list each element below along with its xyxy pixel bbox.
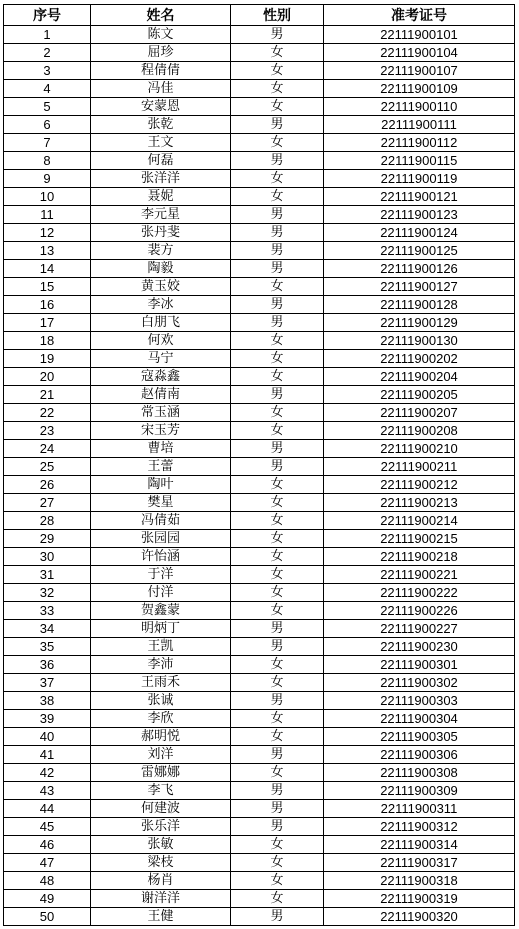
- cell-seq-no: 1: [4, 26, 91, 44]
- table-row: [4, 116, 515, 134]
- table-row: [4, 260, 515, 278]
- table-row: [4, 836, 515, 854]
- cell-seq-no: 49: [4, 890, 91, 908]
- cell-gender: 男: [231, 260, 324, 278]
- cell-seq-no: 10: [4, 188, 91, 206]
- cell-exam-ticket-no: 22111900129: [324, 314, 515, 332]
- cell-gender: 女: [231, 548, 324, 566]
- cell-seq-no: 37: [4, 674, 91, 692]
- cell-seq-no: 26: [4, 476, 91, 494]
- table-row: [4, 188, 515, 206]
- cell-seq-no: 48: [4, 872, 91, 890]
- table-row: [4, 620, 515, 638]
- cell-name: 张乾: [91, 116, 231, 134]
- cell-exam-ticket-no: 22111900112: [324, 134, 515, 152]
- table-row: [4, 764, 515, 782]
- cell-seq-no: 35: [4, 638, 91, 656]
- cell-gender: 女: [231, 98, 324, 116]
- cell-exam-ticket-no: 22111900314: [324, 836, 515, 854]
- table-row: [4, 692, 515, 710]
- cell-seq-no: 27: [4, 494, 91, 512]
- cell-exam-ticket-no: 22111900320: [324, 908, 515, 926]
- cell-name: 程倩倩: [91, 62, 231, 80]
- cell-exam-ticket-no: 22111900109: [324, 80, 515, 98]
- cell-name: 赵倩南: [91, 386, 231, 404]
- cell-gender: 女: [231, 476, 324, 494]
- cell-exam-ticket-no: 22111900213: [324, 494, 515, 512]
- table-row: [4, 728, 515, 746]
- cell-name: 李冰: [91, 296, 231, 314]
- cell-name: 马宁: [91, 350, 231, 368]
- header-gender: 性别: [231, 5, 324, 26]
- cell-seq-no: 5: [4, 98, 91, 116]
- cell-exam-ticket-no: 22111900104: [324, 44, 515, 62]
- cell-seq-no: 33: [4, 602, 91, 620]
- cell-exam-ticket-no: 22111900205: [324, 386, 515, 404]
- table-row: [4, 80, 515, 98]
- cell-exam-ticket-no: 22111900230: [324, 638, 515, 656]
- cell-gender: 男: [231, 296, 324, 314]
- cell-name: 王雨禾: [91, 674, 231, 692]
- cell-gender: 女: [231, 764, 324, 782]
- cell-seq-no: 19: [4, 350, 91, 368]
- cell-exam-ticket-no: 22111900215: [324, 530, 515, 548]
- table-row: [4, 584, 515, 602]
- cell-name: 黄玉姣: [91, 278, 231, 296]
- cell-name: 陈文: [91, 26, 231, 44]
- cell-seq-no: 28: [4, 512, 91, 530]
- cell-name: 宋玉芳: [91, 422, 231, 440]
- cell-name: 郝明悦: [91, 728, 231, 746]
- cell-exam-ticket-no: 22111900212: [324, 476, 515, 494]
- cell-seq-no: 40: [4, 728, 91, 746]
- table-row: [4, 134, 515, 152]
- cell-exam-ticket-no: 22111900222: [324, 584, 515, 602]
- cell-seq-no: 23: [4, 422, 91, 440]
- cell-name: 张园园: [91, 530, 231, 548]
- cell-exam-ticket-no: 22111900123: [324, 206, 515, 224]
- cell-seq-no: 3: [4, 62, 91, 80]
- cell-gender: 女: [231, 566, 324, 584]
- cell-gender: 女: [231, 170, 324, 188]
- table-row: [4, 44, 515, 62]
- cell-exam-ticket-no: 22111900309: [324, 782, 515, 800]
- cell-gender: 男: [231, 782, 324, 800]
- cell-gender: 女: [231, 530, 324, 548]
- cell-name: 李飞: [91, 782, 231, 800]
- table-row: [4, 800, 515, 818]
- cell-name: 张诚: [91, 692, 231, 710]
- cell-exam-ticket-no: 22111900110: [324, 98, 515, 116]
- table-row: [4, 368, 515, 386]
- exam-roster-table: [3, 4, 515, 926]
- cell-exam-ticket-no: 22111900210: [324, 440, 515, 458]
- cell-name: 雷娜娜: [91, 764, 231, 782]
- roster-body: [4, 26, 515, 926]
- cell-name: 王文: [91, 134, 231, 152]
- header-exam-ticket-no: 准考证号: [324, 5, 515, 26]
- cell-exam-ticket-no: 22111900119: [324, 170, 515, 188]
- cell-seq-no: 32: [4, 584, 91, 602]
- cell-name: 明炳丁: [91, 620, 231, 638]
- cell-seq-no: 47: [4, 854, 91, 872]
- table-row: [4, 674, 515, 692]
- cell-exam-ticket-no: 22111900208: [324, 422, 515, 440]
- cell-name: 寇淼鑫: [91, 368, 231, 386]
- cell-gender: 男: [231, 242, 324, 260]
- table-row: [4, 224, 515, 242]
- cell-gender: 女: [231, 872, 324, 890]
- cell-exam-ticket-no: 22111900107: [324, 62, 515, 80]
- cell-seq-no: 22: [4, 404, 91, 422]
- table-row: [4, 170, 515, 188]
- cell-seq-no: 9: [4, 170, 91, 188]
- cell-seq-no: 44: [4, 800, 91, 818]
- cell-seq-no: 2: [4, 44, 91, 62]
- cell-gender: 女: [231, 494, 324, 512]
- cell-gender: 女: [231, 62, 324, 80]
- table-row: [4, 242, 515, 260]
- table-row: [4, 656, 515, 674]
- cell-gender: 男: [231, 224, 324, 242]
- cell-seq-no: 38: [4, 692, 91, 710]
- cell-exam-ticket-no: 22111900311: [324, 800, 515, 818]
- table-row: [4, 530, 515, 548]
- cell-exam-ticket-no: 22111900130: [324, 332, 515, 350]
- cell-seq-no: 15: [4, 278, 91, 296]
- cell-gender: 男: [231, 908, 324, 926]
- table-row: [4, 98, 515, 116]
- header-row: [4, 5, 515, 26]
- cell-seq-no: 45: [4, 818, 91, 836]
- cell-gender: 男: [231, 116, 324, 134]
- cell-name: 张洋洋: [91, 170, 231, 188]
- header-seq-no: 序号: [4, 5, 91, 26]
- cell-seq-no: 8: [4, 152, 91, 170]
- cell-gender: 女: [231, 350, 324, 368]
- cell-gender: 男: [231, 206, 324, 224]
- cell-gender: 女: [231, 854, 324, 872]
- cell-gender: 男: [231, 746, 324, 764]
- cell-gender: 男: [231, 818, 324, 836]
- cell-gender: 女: [231, 368, 324, 386]
- cell-gender: 女: [231, 602, 324, 620]
- cell-name: 陶叶: [91, 476, 231, 494]
- cell-name: 樊星: [91, 494, 231, 512]
- cell-gender: 女: [231, 404, 324, 422]
- table-row: [4, 512, 515, 530]
- cell-seq-no: 31: [4, 566, 91, 584]
- cell-name: 梁枝: [91, 854, 231, 872]
- cell-exam-ticket-no: 22111900318: [324, 872, 515, 890]
- cell-gender: 女: [231, 278, 324, 296]
- cell-exam-ticket-no: 22111900221: [324, 566, 515, 584]
- cell-name: 曹培: [91, 440, 231, 458]
- cell-seq-no: 43: [4, 782, 91, 800]
- cell-gender: 男: [231, 638, 324, 656]
- cell-seq-no: 20: [4, 368, 91, 386]
- table-row: [4, 854, 515, 872]
- table-row: [4, 458, 515, 476]
- cell-seq-no: 24: [4, 440, 91, 458]
- cell-gender: 男: [231, 26, 324, 44]
- table-row: [4, 782, 515, 800]
- table-row: [4, 494, 515, 512]
- cell-seq-no: 25: [4, 458, 91, 476]
- cell-gender: 女: [231, 512, 324, 530]
- cell-name: 何欢: [91, 332, 231, 350]
- cell-exam-ticket-no: 22111900204: [324, 368, 515, 386]
- table-row: [4, 710, 515, 728]
- cell-seq-no: 13: [4, 242, 91, 260]
- table-row: [4, 152, 515, 170]
- cell-exam-ticket-no: 22111900101: [324, 26, 515, 44]
- cell-name: 常玉涵: [91, 404, 231, 422]
- cell-seq-no: 21: [4, 386, 91, 404]
- cell-seq-no: 30: [4, 548, 91, 566]
- cell-gender: 女: [231, 332, 324, 350]
- cell-name: 陶毅: [91, 260, 231, 278]
- cell-exam-ticket-no: 22111900121: [324, 188, 515, 206]
- table-row: [4, 206, 515, 224]
- cell-seq-no: 6: [4, 116, 91, 134]
- cell-seq-no: 17: [4, 314, 91, 332]
- cell-seq-no: 46: [4, 836, 91, 854]
- cell-exam-ticket-no: 22111900211: [324, 458, 515, 476]
- cell-name: 李欣: [91, 710, 231, 728]
- cell-seq-no: 7: [4, 134, 91, 152]
- cell-seq-no: 42: [4, 764, 91, 782]
- table-row: [4, 872, 515, 890]
- cell-gender: 男: [231, 692, 324, 710]
- cell-seq-no: 41: [4, 746, 91, 764]
- cell-gender: 女: [231, 584, 324, 602]
- cell-name: 李沛: [91, 656, 231, 674]
- cell-seq-no: 29: [4, 530, 91, 548]
- cell-exam-ticket-no: 22111900304: [324, 710, 515, 728]
- cell-seq-no: 18: [4, 332, 91, 350]
- cell-exam-ticket-no: 22111900302: [324, 674, 515, 692]
- table-row: [4, 818, 515, 836]
- cell-gender: 女: [231, 890, 324, 908]
- table-row: [4, 440, 515, 458]
- cell-seq-no: 34: [4, 620, 91, 638]
- cell-name: 白朋飞: [91, 314, 231, 332]
- table-row: [4, 602, 515, 620]
- cell-exam-ticket-no: 22111900111: [324, 116, 515, 134]
- cell-exam-ticket-no: 22111900303: [324, 692, 515, 710]
- cell-gender: 女: [231, 134, 324, 152]
- table-row: [4, 314, 515, 332]
- cell-name: 王健: [91, 908, 231, 926]
- cell-gender: 女: [231, 44, 324, 62]
- cell-name: 付洋: [91, 584, 231, 602]
- cell-name: 张丹斐: [91, 224, 231, 242]
- cell-seq-no: 11: [4, 206, 91, 224]
- cell-exam-ticket-no: 22111900308: [324, 764, 515, 782]
- cell-name: 刘洋: [91, 746, 231, 764]
- cell-gender: 女: [231, 656, 324, 674]
- cell-exam-ticket-no: 22111900125: [324, 242, 515, 260]
- cell-exam-ticket-no: 22111900319: [324, 890, 515, 908]
- cell-name: 何建波: [91, 800, 231, 818]
- table-row: [4, 386, 515, 404]
- cell-exam-ticket-no: 22111900202: [324, 350, 515, 368]
- cell-exam-ticket-no: 22111900115: [324, 152, 515, 170]
- cell-name: 贺鑫蒙: [91, 602, 231, 620]
- table-row: [4, 422, 515, 440]
- cell-seq-no: 4: [4, 80, 91, 98]
- table-row: [4, 476, 515, 494]
- table-row: [4, 296, 515, 314]
- exam-roster-sheet: [3, 4, 515, 926]
- cell-gender: 男: [231, 440, 324, 458]
- cell-exam-ticket-no: 22111900305: [324, 728, 515, 746]
- cell-exam-ticket-no: 22111900127: [324, 278, 515, 296]
- cell-exam-ticket-no: 22111900317: [324, 854, 515, 872]
- cell-gender: 男: [231, 152, 324, 170]
- cell-name: 王蕾: [91, 458, 231, 476]
- cell-seq-no: 12: [4, 224, 91, 242]
- header-name: 姓名: [91, 5, 231, 26]
- cell-exam-ticket-no: 22111900128: [324, 296, 515, 314]
- cell-name: 裴方: [91, 242, 231, 260]
- cell-name: 张乐洋: [91, 818, 231, 836]
- cell-name: 杨肖: [91, 872, 231, 890]
- cell-gender: 女: [231, 836, 324, 854]
- table-row: [4, 62, 515, 80]
- cell-name: 于洋: [91, 566, 231, 584]
- cell-name: 冯佳: [91, 80, 231, 98]
- cell-name: 何磊: [91, 152, 231, 170]
- cell-gender: 女: [231, 422, 324, 440]
- cell-exam-ticket-no: 22111900218: [324, 548, 515, 566]
- cell-gender: 男: [231, 458, 324, 476]
- table-row: [4, 638, 515, 656]
- cell-gender: 男: [231, 386, 324, 404]
- cell-gender: 女: [231, 674, 324, 692]
- table-row: [4, 566, 515, 584]
- cell-seq-no: 39: [4, 710, 91, 728]
- table-row: [4, 350, 515, 368]
- table-row: [4, 548, 515, 566]
- cell-gender: 男: [231, 620, 324, 638]
- cell-exam-ticket-no: 22111900126: [324, 260, 515, 278]
- cell-gender: 女: [231, 80, 324, 98]
- cell-exam-ticket-no: 22111900214: [324, 512, 515, 530]
- cell-seq-no: 50: [4, 908, 91, 926]
- cell-exam-ticket-no: 22111900306: [324, 746, 515, 764]
- cell-gender: 女: [231, 710, 324, 728]
- cell-exam-ticket-no: 22111900226: [324, 602, 515, 620]
- cell-gender: 男: [231, 800, 324, 818]
- cell-name: 屈珍: [91, 44, 231, 62]
- table-row: [4, 908, 515, 926]
- cell-name: 安蒙恩: [91, 98, 231, 116]
- table-row: [4, 332, 515, 350]
- cell-gender: 女: [231, 728, 324, 746]
- table-row: [4, 278, 515, 296]
- cell-name: 聂妮: [91, 188, 231, 206]
- cell-name: 谢洋洋: [91, 890, 231, 908]
- cell-name: 张敏: [91, 836, 231, 854]
- table-row: [4, 26, 515, 44]
- cell-exam-ticket-no: 22111900124: [324, 224, 515, 242]
- cell-name: 李元星: [91, 206, 231, 224]
- cell-exam-ticket-no: 22111900312: [324, 818, 515, 836]
- cell-name: 王凯: [91, 638, 231, 656]
- table-row: [4, 890, 515, 908]
- cell-exam-ticket-no: 22111900227: [324, 620, 515, 638]
- cell-name: 许怡涵: [91, 548, 231, 566]
- cell-gender: 女: [231, 188, 324, 206]
- cell-seq-no: 36: [4, 656, 91, 674]
- cell-seq-no: 16: [4, 296, 91, 314]
- table-row: [4, 404, 515, 422]
- cell-name: 冯倩茹: [91, 512, 231, 530]
- cell-seq-no: 14: [4, 260, 91, 278]
- cell-gender: 男: [231, 314, 324, 332]
- cell-exam-ticket-no: 22111900301: [324, 656, 515, 674]
- table-row: [4, 746, 515, 764]
- cell-exam-ticket-no: 22111900207: [324, 404, 515, 422]
